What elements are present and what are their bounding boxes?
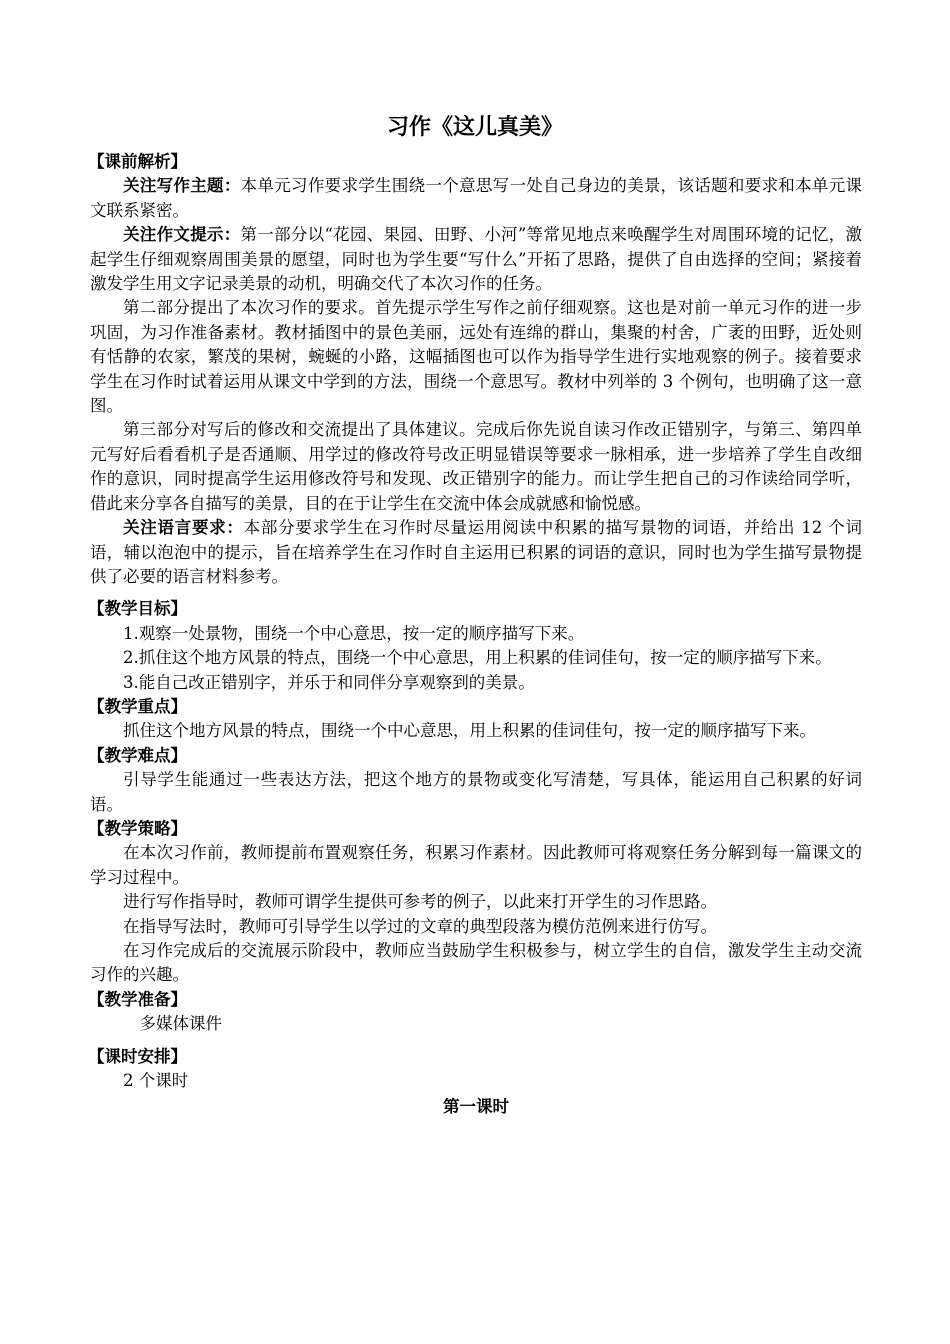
heading-preparation: 【教学准备】 bbox=[88, 989, 187, 1009]
label-tips: 关注作文提示： bbox=[123, 225, 241, 245]
strategy-item-4: 在习作完成后的交流展示阶段中，教师应当鼓励学生积极参与，树立学生的自信，激发学生主动交流习作的兴趣。 bbox=[90, 941, 862, 985]
strategy-item-1: 在本次习作前，教师提前布置观察任务，积累习作素材。因此教师可将观察任务分解到每一篇课文的学习过程中。 bbox=[90, 843, 862, 887]
heading-goals: 【教学目标】 bbox=[88, 599, 187, 619]
text-difficulties: 引导学生能通过一些表达方法，把这个地方的景物或变化写清楚，写具体，能运用自己积累的好词语。 bbox=[90, 770, 862, 814]
label-language: 关注语言要求： bbox=[123, 518, 244, 538]
text-topic: 本单元习作要求学生围绕一个意思写一处自己身边的美景，该话题和要求和本单元课文联系紧密。 bbox=[90, 176, 863, 220]
label-topic: 关注写作主题： bbox=[123, 176, 241, 196]
text-language: 本部分要求学生在习作时尽量运用阅读中积累的描写景物的词语，并给出 12 个词语，辅以泡泡中的提示，旨在培养学生在习作时自主运用已积累的词语的意识，同时也为学生描写景物提供了必要的语言材料参考。 bbox=[90, 518, 862, 586]
paragraph-tips bbox=[90, 223, 862, 296]
goal-item-1: 1.观察一处景物，围绕一个中心意思，按一定的顺序描写下来。 bbox=[123, 623, 585, 643]
paragraph-topic bbox=[90, 174, 862, 223]
paragraph-language bbox=[90, 516, 862, 589]
heading-strategy: 【教学策略】 bbox=[88, 818, 187, 838]
heading-key-points: 【教学重点】 bbox=[88, 696, 187, 716]
text-tips: 第一部分以“花园、果园、田野、小河”等常见地点来唤醒学生对周围环境的记忆，激起学生仔细观察周围美景的愿望，同时也为学生要“写什么”开拓了思路，提供了自由选择的空间；紧接着激发学生用文字记录美景的动机，明确交代了本次习作的任务。 bbox=[90, 225, 863, 294]
strategy-item-3: 在指导写法时，教师可引导学生以学过的文章的典型段落为模仿范例来进行仿写。 bbox=[123, 916, 717, 936]
document-body bbox=[90, 150, 862, 1136]
heading-difficulties: 【教学难点】 bbox=[88, 745, 187, 765]
goal-item-2: 2.抓住这个地方风景的特点，围绕一个中心意思，用上积累的佳词佳句，按一定的顺序描写下来。 bbox=[123, 648, 832, 668]
document-title: 习作《这儿真美》 bbox=[386, 115, 563, 140]
lesson-1-title: 第一课时 bbox=[443, 1097, 509, 1117]
text-schedule: 2 个课时 bbox=[123, 1071, 189, 1091]
text-preparation: 多媒体课件 bbox=[139, 1014, 222, 1034]
goal-item-3: 3.能自己改正错别字，并乐于和同伴分享观察到的美景。 bbox=[123, 672, 535, 692]
text-key-points: 抓住这个地方风景的特点，围绕一个中心意思，用上积累的佳词佳句，按一定的顺序描写下来。 bbox=[123, 721, 816, 741]
heading-schedule: 【课时安排】 bbox=[88, 1046, 187, 1066]
strategy-item-2: 进行写作指导时，教师可谓学生提供可参考的例子，以此来打开学生的习作思路。 bbox=[123, 892, 717, 912]
paragraph-part3: 第三部分对写后的修改和交流提出了具体建议。完成后你先说自读习作改正错别字，与第三、第四单元写好后看看机子是否通顺、用学过的修改符号改正明显错误等要求一脉相承，进一步培养了学生自改细作的意识，同时提高学生运用修改符号和发现、改正错别字的能力。而让学生把自己的习作读给同学听，借此来分享各自描写的美景，目的在于让学生在交流中体会成就感和愉悦感。 bbox=[90, 420, 862, 513]
paragraph-part2: 第二部分提出了本次习作的要求。首先提示学生写作之前仔细观察。这也是对前一单元习作的进一步巩固，为习作准备素材。教材插图中的景色美丽，远处有连绵的群山，集聚的村舍，广袤的田野，近处则有恬静的农家，繁茂的果树，蜿蜒的小路，这幅插图也可以作为指导学生进行实地观察的例子。接着要求学生在习作时试着运用从课文中学到的方法，围绕一个意思写。教材中列举的 3 个例句，也明确了这一意图。 bbox=[90, 298, 862, 416]
heading-analysis: 【课前解析】 bbox=[88, 152, 187, 171]
